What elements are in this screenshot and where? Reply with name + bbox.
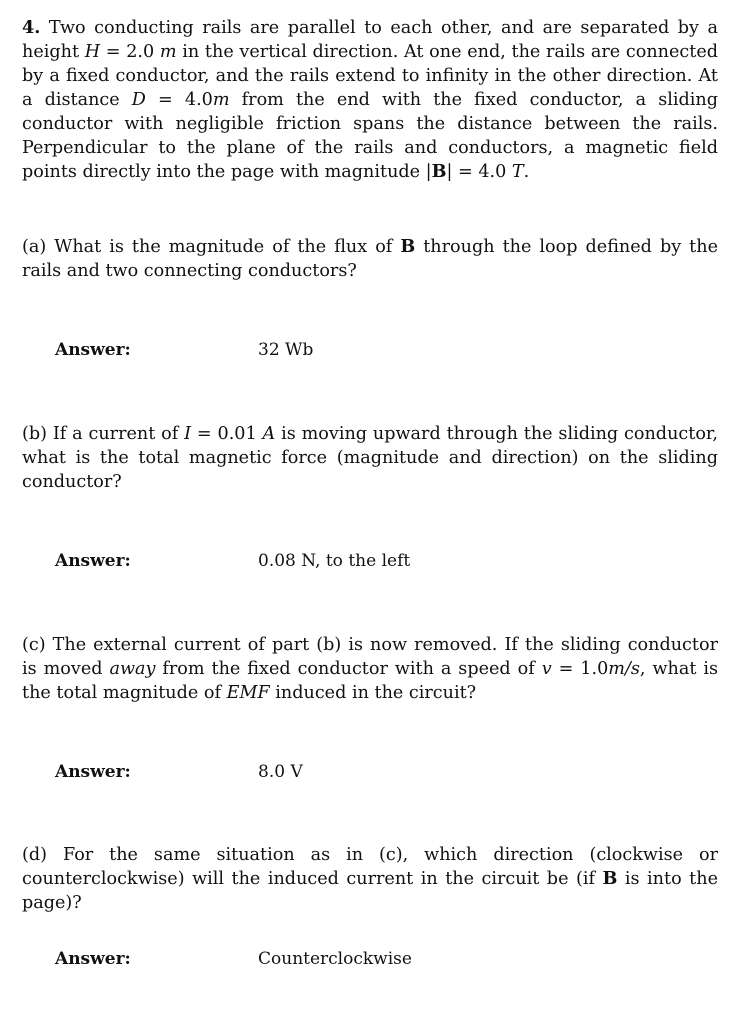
- problem-text: in the vertical direction. At one end, the rails are connected by a fixed conductor, and the rails extend to infinity in the other direction. At a distance: [22, 42, 718, 110]
- emf-symbol: EMF: [226, 683, 270, 703]
- speed-symbol: v: [541, 659, 552, 679]
- distance-symbol: D: [131, 90, 146, 110]
- emphasis-away: away: [109, 659, 156, 679]
- field-symbol: B: [431, 161, 447, 182]
- question-text: is moving upward through the sliding conductor, what is the total magnetic force (magnitude and direction) on the sliding conductor?: [22, 424, 718, 492]
- problem-text: = 2.0: [100, 42, 160, 62]
- problem-text: Two conducting rails are parallel to each other, and are separated by a height: [22, 18, 718, 62]
- question-a: [22, 235, 718, 283]
- height-symbol: H: [84, 42, 101, 62]
- answer-value-b: 0.08 N, to the left: [258, 551, 411, 571]
- question-b: [22, 422, 718, 494]
- ampere-unit: A: [262, 424, 276, 444]
- answer-value-a: 32 Wb: [258, 340, 314, 360]
- answer-label-b: Answer:: [55, 551, 131, 571]
- question-text: , what is the total magnitude of: [22, 659, 719, 703]
- question-c: [22, 633, 718, 705]
- question-text: (c) The external current of part (b) is now removed. If the sliding conductor is moved: [22, 635, 718, 679]
- answer-value-c: 8.0 V: [258, 762, 303, 782]
- problem-statement: [22, 16, 718, 184]
- question-text: (a) What is the magnitude of the flux of: [22, 237, 401, 257]
- meter-unit: m: [159, 42, 177, 62]
- answer-label-a: Answer:: [55, 340, 131, 360]
- problem-text: | = 4.0: [446, 162, 512, 182]
- tesla-unit: T: [511, 162, 524, 182]
- field-symbol: B: [400, 236, 416, 257]
- question-text: (d) For the same situation as in (c), which direction (clockwise or counterclockwise) will the induced current in the circuit be (if: [22, 845, 718, 889]
- problem-text: = 4.0: [145, 90, 213, 110]
- question-text: through the loop defined by the rails and two connecting conductors?: [22, 237, 718, 281]
- meter-unit: m: [212, 90, 230, 110]
- question-text: = 0.01: [191, 424, 263, 444]
- question-text: is into the page)?: [22, 869, 718, 913]
- answer-label-d: Answer:: [55, 949, 131, 969]
- question-d: [22, 843, 718, 915]
- question-text: (b) If a current of: [22, 424, 185, 444]
- field-symbol: B: [602, 868, 618, 889]
- problem-number: 4.: [22, 17, 41, 38]
- answer-label-c: Answer:: [55, 762, 131, 782]
- speed-unit: m/s: [608, 659, 640, 679]
- problem-text: from the end with the fixed conductor, a sliding conductor with negligible friction spans the distance between the rails. Perpendicular to the plane of the rails and conductors, a magnetic field points directly into the page with magnitude |: [22, 90, 719, 182]
- question-text: = 1.0: [551, 659, 609, 679]
- question-text: induced in the circuit?: [269, 683, 477, 703]
- problem-text: .: [523, 162, 530, 182]
- question-text: from the fixed conductor with a speed of: [155, 659, 542, 679]
- current-symbol: I: [184, 424, 192, 444]
- answer-value-d: Counterclockwise: [258, 949, 412, 969]
